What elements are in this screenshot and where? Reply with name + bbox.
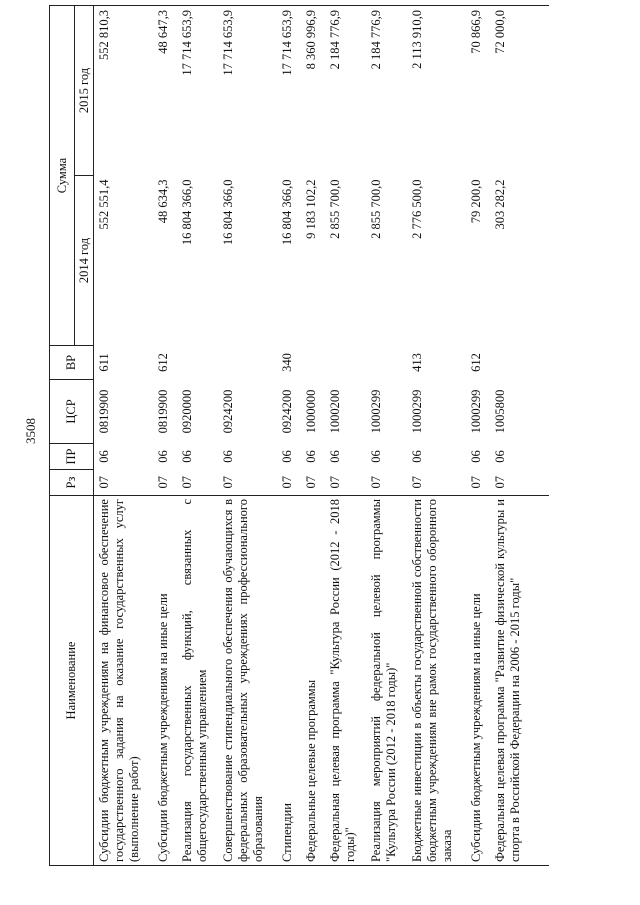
row-2015: 2 113 910,0 [407,6,466,176]
row-2015: 2 184 776,9 [366,6,407,176]
row-2015: 552 810,3 [94,6,154,176]
budget-table [49,5,549,866]
row-vr: 611 [97,353,111,372]
row-name: Федеральная целевая программа "Развитие физической культуры и спорта в Российской Федерации на 2006 - 2015 годы" [490,496,549,866]
row-rz: 07 [221,476,235,489]
row-rz: 07 [328,476,342,489]
table-row [490,6,549,866]
row-2014: 48 634,3 [156,179,170,224]
table-row [466,6,490,866]
row-name: Субсидии бюджетным учреждениям на иные цели [153,496,177,866]
row-rz: 07 [493,476,507,489]
row-vr [218,346,277,380]
row-vr: 340 [280,353,294,372]
table-row [153,6,177,866]
row-2015: 70 866,9 [466,6,490,176]
row-rz: 07 [304,476,318,489]
row-csr: 1000000 [304,389,318,434]
table-row [325,6,366,866]
row-name: Бюджетные инвестиции в объекты государственной собственности бюджетным учреждениям вне рамок государственного оборонного заказа [407,496,466,866]
row-vr: 413 [410,353,424,372]
table-header [50,6,94,866]
row-vr: 612 [156,353,170,372]
header-sum: Сумма [50,6,75,346]
row-2014: 16 804 366,0 [180,179,194,246]
row-name: Федеральные целевые программы [301,496,325,866]
row-2014: 16 804 366,0 [280,179,294,246]
row-2015: 72 000,0 [490,6,549,176]
row-vr [325,346,366,380]
header-pr: ПР [50,444,94,470]
row-csr: 1000299 [369,389,383,434]
table-row [301,6,325,866]
row-pr: 06 [180,450,194,463]
row-pr: 06 [280,450,294,463]
row-csr: 1000299 [469,389,483,434]
row-rz: 07 [410,476,424,489]
row-name: Реализация мероприятий федеральной целевой программы "Культура России (2012 - 2018 годы)" [366,496,407,866]
row-csr: 0819900 [156,389,170,434]
header-2014: 2014 год [75,176,94,346]
row-2014: 2 855 700,0 [328,179,342,239]
row-pr: 06 [221,450,235,463]
row-vr: 612 [469,353,483,372]
table-row [218,6,277,866]
row-csr: 0819900 [97,389,111,434]
row-2015: 17 714 653,9 [177,6,218,176]
row-2014: 9 183 102,2 [304,179,318,239]
row-2014: 2 855 700,0 [369,179,383,239]
rotated-content [13,6,633,866]
row-rz: 07 [280,476,294,489]
row-csr: 0920000 [180,389,194,434]
row-2015: 17 714 653,9 [277,6,301,176]
row-vr [490,346,549,380]
row-pr: 06 [493,450,507,463]
row-2014: 2 776 500,0 [410,179,424,239]
row-2014: 79 200,0 [469,179,483,224]
table-body [94,6,550,866]
row-rz: 07 [469,476,483,489]
table-row [407,6,466,866]
header-csr: ЦСР [50,380,94,444]
row-2015: 48 647,3 [153,6,177,176]
row-csr: 0924200 [280,389,294,434]
header-vr: ВР [50,346,94,380]
header-2015: 2015 год [75,6,94,176]
row-2015: 2 184 776,9 [325,6,366,176]
header-name: Наименование [50,496,94,866]
page-number: 3508 [23,418,38,444]
row-csr: 1005800 [493,389,507,434]
table-row [94,6,154,866]
row-2015: 8 360 996,9 [301,6,325,176]
row-2014: 303 282,2 [493,179,507,230]
row-name: Совершенствование стипендиального обеспечения обучающихся в федеральных образовательных учреждениях профессионального образования [218,496,277,866]
row-pr: 06 [369,450,383,463]
row-name: Реализация государственных функций, связанных с общегосударственным управлением [177,496,218,866]
row-rz: 07 [156,476,170,489]
row-vr [301,346,325,380]
row-pr: 06 [328,450,342,463]
row-pr: 06 [410,450,424,463]
row-csr: 1000200 [328,389,342,434]
row-csr: 0924200 [221,389,235,434]
row-name: Стипендии [277,496,301,866]
row-pr: 06 [304,450,318,463]
row-rz: 07 [97,476,111,489]
row-2015: 17 714 653,9 [218,6,277,176]
table-row [177,6,218,866]
row-rz: 07 [369,476,383,489]
row-2014: 552 551,4 [97,179,111,230]
row-name: Субсидии бюджетным учреждениям на финансовое обеспечение государственного задания на оказание государственных услуг (выполнение работ) [94,496,154,866]
row-csr: 1000299 [410,389,424,434]
header-rz: Рз [50,470,94,496]
row-name: Федеральная целевая программа "Культура России (2012 - 2018 годы)" [325,496,366,866]
row-vr [177,346,218,380]
row-2014: 16 804 366,0 [221,179,235,246]
row-pr: 06 [97,450,111,463]
row-rz: 07 [180,476,194,489]
table-row [277,6,301,866]
table-row [366,6,407,866]
row-pr: 06 [156,450,170,463]
row-pr: 06 [469,450,483,463]
row-name: Субсидии бюджетным учреждениям на иные цели [466,496,490,866]
row-vr [366,346,407,380]
